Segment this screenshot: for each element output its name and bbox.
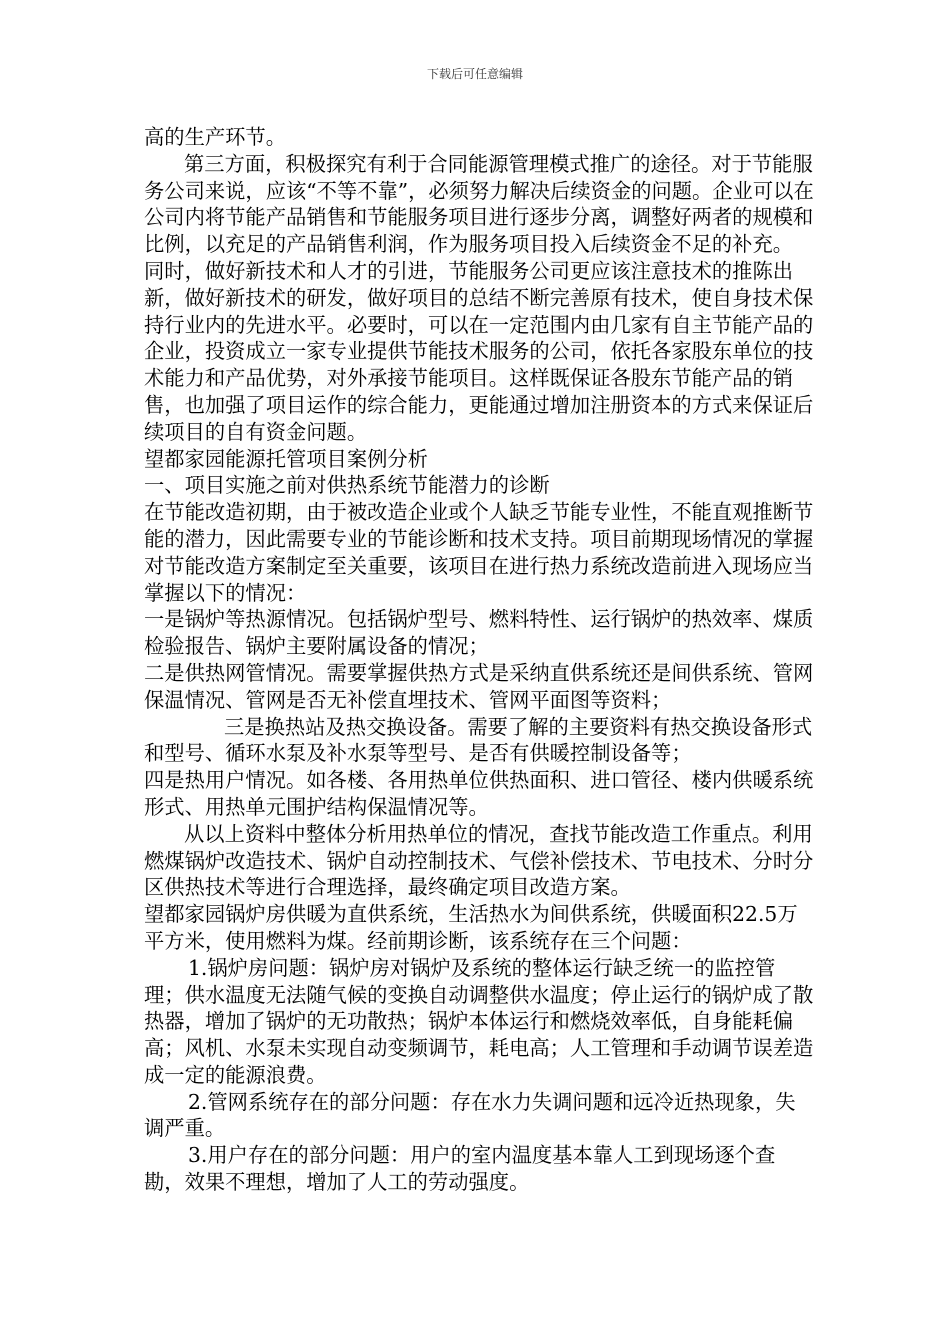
paragraph-heat-source: 一是锅炉等热源情况。包括锅炉型号、燃料特性、运行锅炉的热效率、煤质检验报告、锅炉主要附属设备的情况； — [144, 607, 814, 659]
section-heading-diagnosis: 一、项目实施之前对供热系统节能潜力的诊断 — [144, 473, 550, 498]
paragraph-heat-exchange: 三是换热站及热交换设备。需要了解的主要资料有热交换设备形式和型号、循环水泵及补水泵等型号、是否有供暖控制设备等； — [144, 714, 813, 766]
document-body — [144, 124, 814, 1196]
section-title: 望都家园能源托管项目案例分析 — [144, 446, 428, 471]
paragraph-problem-network: 2.管网系统存在的部分问题：存在水力失调问题和远冷近热现象，失调严重。 — [144, 1089, 796, 1141]
page-header: 下载后可任意编辑 — [426, 67, 523, 81]
paragraph-heat-users: 四是热用户情况。如各楼、各用热单位供热面积、进口管径、楼内供暖系统形式、用热单元围护结构保温情况等。 — [144, 768, 814, 819]
paragraph-heat-network: 二是供热网管情况。需要掌握供热方式是采纳直供系统还是间供系统、管网保温情况、管网是否无补偿直埋技术、管网平面图等资料； — [144, 660, 814, 712]
paragraph-problem-users: 3.用户存在的部分问题：用户的室内温度基本靠人工到现场逐个查勘，效果不理想，增加了人工的劳动强度。 — [144, 1143, 776, 1195]
paragraph-diagnosis-intro: 在节能改造初期，由于被改造企业或个人缺乏节能专业性，不能直观推断节能的潜力，因此需要专业的节能诊断和技术支持。项目前期现场情况的掌握对节能改造方案制定至关重要，该项目在进行热力系统改造前进入现场应当掌握以下的情况： — [144, 500, 814, 605]
paragraph-wangdu-system: 望都家园锅炉房供暖为直供系统，生活热水为间供系统，供暖面积22.5万平方米，使用燃料为煤。经前期诊断，该系统存在三个问题： — [144, 902, 798, 953]
paragraph-problem-boiler: 1.锅炉房问题：锅炉房对锅炉及系统的整体运行缺乏统一的监控管理；供水温度无法随气候的变换自动调整供水温度；停止运行的锅炉成了散热器，增加了锅炉的无功散热；锅炉本体运行和燃烧效率低，自身能耗偏高；风机、水泵未实现自动变频调节，耗电高；人工管理和手动调节误差造成一定的能源浪费。 — [144, 955, 814, 1087]
paragraph-continuation: 高的生产环节。 — [144, 125, 286, 149]
paragraph-analysis: 从以上资料中整体分析用热单位的情况，查找节能改造工作重点。利用燃煤锅炉改造技术、锅炉自动控制技术、气偿补偿技术、节电技术、分时分区供热技术等进行合理选择，最终确定项目改造方案。 — [144, 821, 814, 900]
paragraph-third-aspect: 第三方面，积极探究有利于合同能源管理模式推广的途径。对于节能服务公司来说，应该“不等不靠”，必须努力解决后续资金的问题。企业可以在公司内将节能产品销售和节能服务项目进行逐步分离，调整好两者的规模和比例，以充足的产品销售利润，作为服务项目投入后续资金不足的补充。 — [144, 151, 814, 257]
paragraph-technology: 同时，做好新技术和人才的引进，节能服务公司更应该注意技术的推陈出新，做好新技术的研发，做好项目的总结不断完善原有技术，使自身技术保持行业内的先进水平。必要时，可以在一定范围内由几家有自主节能产品的企业，投资成立一家专业提供节能技术服务的公司，依托各家股东单位的技术能力和产品优势，对外承接节能项目。这样既保证各股东节能产品的销售，也加强了项目运作的综合能力，更能通过增加注册资本的方式来保证后续项目的自有资金问题。 — [144, 258, 814, 444]
